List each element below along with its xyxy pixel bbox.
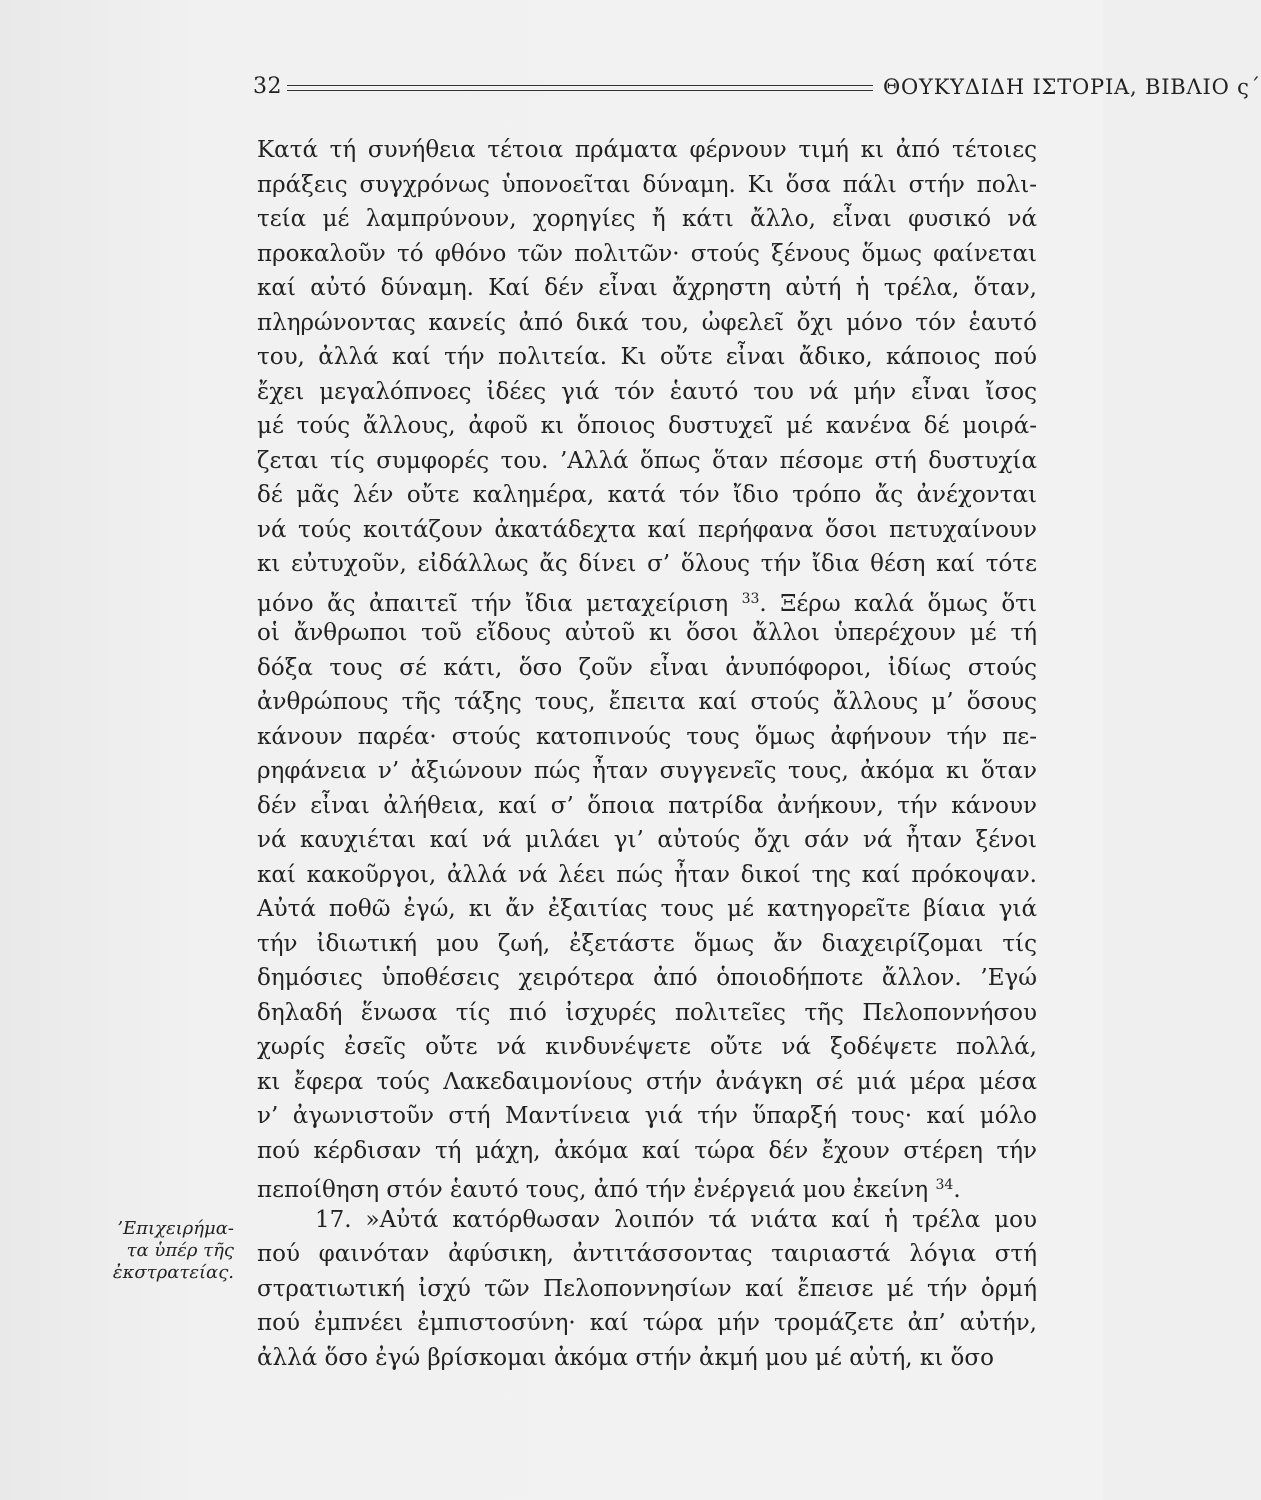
text-line xyxy=(257,1306,1037,1341)
line-text: Κατά τή συνήθεια τέτοια πράματα φέρνουν τιμή κι ἀπό τέτοιες xyxy=(257,137,1037,163)
body-text xyxy=(257,133,1037,1375)
line-text: μέ τούς ἄλλους, ἀφοῦ κι ὅποιος δυστυχεῖ μέ κανένα δέ μοιρά- xyxy=(257,413,1037,439)
text-line xyxy=(257,1168,1037,1203)
margin-note-line: ἐκστρατείας. xyxy=(112,1262,234,1283)
header-double-rule xyxy=(287,85,873,91)
line-text: χωρίς ἐσεῖς οὔτε νά κινδυνέψετε οὔτε νά ξοδέψετε πολλά, xyxy=(257,1034,1037,1060)
line-text: 17. »Αὐτά κατόρθωσαν λοιπόν τά νιάτα καί ἡ τρέλα μου xyxy=(315,1206,1037,1233)
line-text: ν’ ἀγωνιστοῦν στή Μαντίνεια γιά τήν ὕπαρξή τους· καί μόλο xyxy=(257,1103,1037,1129)
text-line xyxy=(257,133,1037,168)
line-text: προκαλοῦν τό φθόνο τῶν πολιτῶν· στούς ξένους ὅμως φαίνεται xyxy=(257,240,1037,267)
line-text: πράξεις συγχρόνως ὑπονοεῖται δύναμη. Κι ὅσα πάλι στήν πολι- xyxy=(257,171,1037,198)
line-text-after: . Ξέρω καλά ὅμως ὅτι xyxy=(759,590,1038,617)
text-line xyxy=(257,858,1037,893)
line-text: καί αὐτό δύναμη. Καί δέν εἶναι ἄχρηστη αὐτή ἡ τρέλα, ὅταν, xyxy=(257,275,1037,301)
line-text: πού κέρδισαν τή μάχη, ἀκόμα καί τώρα δέν ἔχουν στέρεη τήν xyxy=(257,1137,1037,1164)
line-text: κι ἔφερα τούς Λακεδαιμονίους στήν ἀνάγκη σέ μιά μέρα μέσα xyxy=(257,1068,1037,1095)
text-line xyxy=(257,1203,1037,1238)
line-text: δημόσιες ὑποθέσεις χειρότερα ἀπό ὁποιοδήποτε ἄλλον. ’Εγώ xyxy=(257,965,1037,991)
margin-note-line: ’Επιχειρήμα- xyxy=(117,1218,234,1239)
text-line xyxy=(257,961,1037,996)
line-text: ἀλλά ὅσο ἐγώ βρίσκομαι ἀκόμα στήν ἀκμή μου μέ αὐτή, κι ὅσο xyxy=(257,1344,994,1371)
line-text: οἱ ἄνθρωποι τοῦ εἴδους αὐτοῦ κι ὅσοι ἄλλοι ὑπερέχουν μέ τή xyxy=(257,620,1037,646)
line-text: πεποίθηση στόν ἑαυτό τους, ἀπό τήν ἐνέργειά μου ἐκείνη xyxy=(257,1177,929,1203)
text-line xyxy=(257,375,1037,410)
text-line xyxy=(257,409,1037,444)
text-line xyxy=(257,616,1037,651)
line-text: ρηφάνεια ν’ ἀξιώνουν πώς ἦταν συγγενεῖς τους, ἀκόμα κι ὅταν xyxy=(257,758,1037,784)
line-text: στρατιωτική ἰσχύ τῶν Πελοποννησίων καί ἔπεισε μέ τήν ὁρμή xyxy=(257,1275,1037,1302)
text-line xyxy=(257,1065,1037,1100)
line-text: ζεται τίς συμφορές του. ’Αλλά ὅπως ὅταν πέσομε στή δυστυχία xyxy=(257,447,1037,474)
line-text: δηλαδή ἕνωσα τίς πιό ἰσχυρές πολιτεῖες τῆς Πελοποννήσου xyxy=(257,999,1037,1026)
text-line xyxy=(257,789,1037,824)
text-line xyxy=(257,1134,1037,1169)
text-line xyxy=(257,1341,1037,1376)
text-line xyxy=(257,340,1037,375)
line-text: τήν ἰδιωτική μου ζωή, ἐξετάστε ὅμως ἄν διαχειρίζομαι τίς xyxy=(257,930,1037,957)
line-text: δέ μᾶς λέν οὔτε καλημέρα, κατά τόν ἴδιο τρόπο ἄς ἀνέχονται xyxy=(257,482,1037,508)
line-text: μόνο ἄς ἀπαιτεῖ τήν ἴδια μεταχείριση xyxy=(257,590,729,617)
line-text: καί κακοῦργοι, ἀλλά νά λέει πώς ἦταν δικοί της καί πρόκοψαν. xyxy=(257,861,1037,888)
text-line xyxy=(257,651,1037,686)
line-text: πού ἐμπνέει ἐμπιστοσύνη· καί τώρα μήν τρομάζετε ἀπ’ αὐτήν, xyxy=(257,1310,1037,1336)
line-text: νά τούς κοιτάζουν ἀκατάδεχτα καί περήφανα ὅσοι πετυχαίνουν xyxy=(257,516,1037,543)
text-line xyxy=(257,271,1037,306)
text-line xyxy=(257,754,1037,789)
footnote-marker: 34 xyxy=(935,1177,954,1193)
page-number: 32 xyxy=(253,74,282,99)
text-line xyxy=(257,237,1037,272)
text-line xyxy=(257,1030,1037,1065)
text-line xyxy=(257,582,1037,617)
line-text: κάνουν παρέα· στούς κατοπινούς τους ὅμως ἀφήνουν τήν πε- xyxy=(257,723,1037,750)
line-text: δέν εἶναι ἀλήθεια, καί σ’ ὅποια πατρίδα ἀνήκουν, τήν κάνουν xyxy=(257,792,1037,819)
line-text: πληρώνοντας κανείς ἀπό δικά του, ὠφελεῖ ὄχι μόνο τόν ἑαυτό xyxy=(257,309,1037,336)
text-line xyxy=(257,927,1037,962)
text-line xyxy=(257,1099,1037,1134)
margin-note xyxy=(84,1218,234,1284)
text-line xyxy=(257,996,1037,1031)
text-line xyxy=(257,685,1037,720)
line-text: Αὐτά ποθῶ ἐγώ, κι ἄν ἐξαιτίας τους μέ κατηγορεῖτε βίαια γιά xyxy=(257,896,1037,922)
text-line xyxy=(257,720,1037,755)
text-line xyxy=(257,547,1037,582)
margin-note-line: τα ὑπέρ τῆς xyxy=(126,1240,234,1261)
text-line xyxy=(257,513,1037,548)
footnote-marker: 33 xyxy=(741,590,760,607)
text-line xyxy=(257,202,1037,237)
text-line xyxy=(257,478,1037,513)
line-text: δόξα τους σέ κάτι, ὅσο ζοῦν εἶναι ἀνυπόφοροι, ἰδίως στούς xyxy=(257,654,1037,681)
line-text: ἔχει μεγαλόπνοες ἰδέες γιά τόν ἑαυτό του νά μήν εἶναι ἴσος xyxy=(257,378,1037,405)
text-line xyxy=(257,1272,1037,1307)
line-text: ἀνθρώπους τῆς τάξης τους, ἔπειτα καί στούς ἄλλους μ’ ὅσους xyxy=(257,689,1037,715)
text-line xyxy=(257,306,1037,341)
text-line xyxy=(257,823,1037,858)
page-header xyxy=(253,72,1261,104)
line-text: του, ἀλλά καί τήν πολιτεία. Κι οὔτε εἶναι ἄδικο, κάποιος πού xyxy=(257,344,1037,370)
line-text-after: . xyxy=(953,1177,961,1203)
running-title: ΘΟΥΚΥΔΙΔΗ ΙΣΤΟΡΙΑ, ΒΙΒΛΙΟ ς΄ xyxy=(883,75,1261,99)
text-line xyxy=(257,168,1037,203)
line-text: κι εὐτυχοῦν, εἰδάλλως ἄς δίνει σ’ ὅλους τήν ἴδια θέση καί τότε xyxy=(257,551,1037,577)
line-text: νά καυχιέται καί νά μιλάει γι’ αὐτούς ὄχι σάν νά ἦταν ξένοι xyxy=(257,827,1037,853)
text-line xyxy=(257,444,1037,479)
text-line xyxy=(257,1237,1037,1272)
line-text: πού φαινόταν ἀφύσικη, ἀντιτάσσοντας ταιριαστά λόγια στή xyxy=(257,1241,1037,1267)
text-line xyxy=(257,892,1037,927)
line-text: τεία μέ λαμπρύνουν, χορηγίες ἤ κάτι ἄλλο, εἶναι φυσικό νά xyxy=(257,206,1037,232)
